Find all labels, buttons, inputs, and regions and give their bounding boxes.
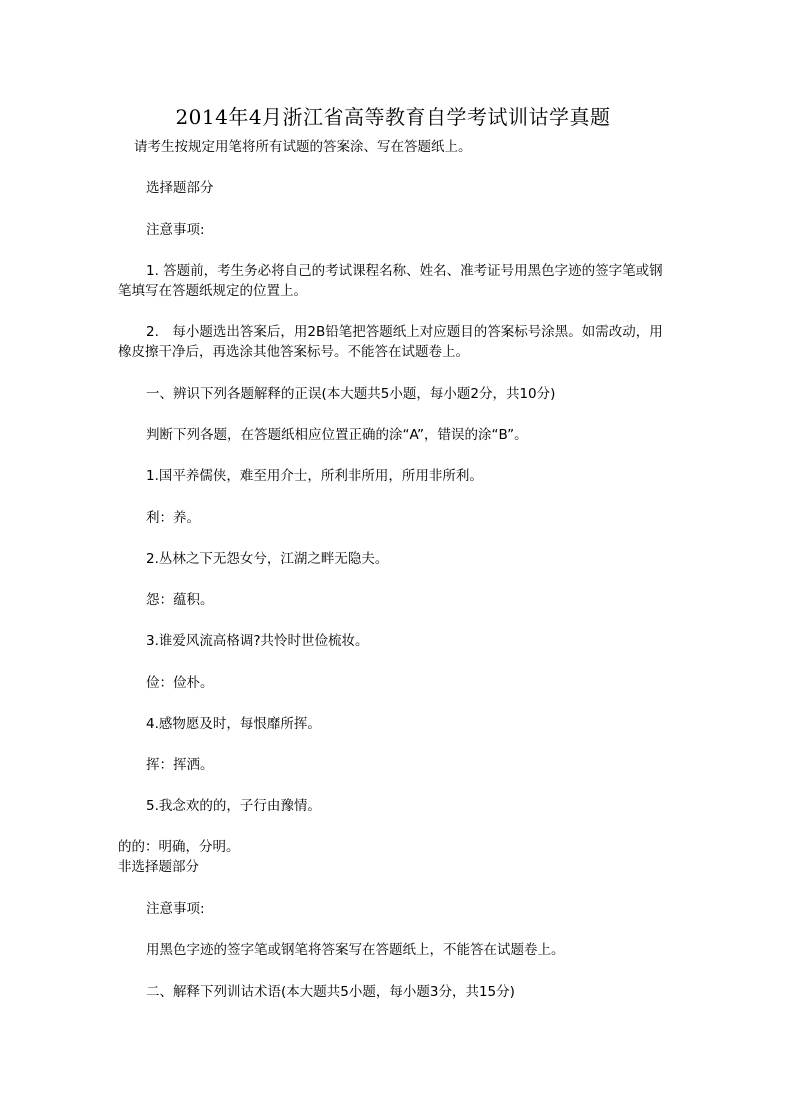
question-1: 1.国平养儒侠，难至用介士，所利非所用，所用非所利。 [146, 468, 483, 484]
question-3: 3.谁爱风流高格调?共怜时世俭梳妆。 [146, 633, 369, 649]
answer-1: 利：养。 [146, 510, 200, 526]
question-5: 5.我念欢的的，子行由豫情。 [146, 798, 321, 814]
answer-2: 怨：蕴积。 [146, 592, 214, 608]
judgement-instruction: 判断下列各题，在答题纸相应位置正确的涂“A”，错误的涂“B”。 [146, 427, 528, 443]
answer-5: 的的：明确，分明。 [118, 839, 240, 855]
notice-heading-2: 注意事项: [146, 901, 205, 917]
instruction-line: 请考生按规定用笔将所有试题的答案涂、写在答题纸上。 [134, 139, 472, 155]
answer-3: 俭：俭朴。 [146, 675, 214, 691]
section-one-heading: 一、辨识下列各题解释的正误(本大题共5小题，每小题2分，共10分) [146, 386, 556, 402]
page-title: 2014年4月浙江省高等教育自学考试训诂学真题 [175, 105, 611, 129]
nonchoice-instruction: 用黑色字迹的签字笔或钢笔将答案写在答题纸上，不能答在试题卷上。 [146, 942, 565, 958]
question-2: 2.丛林之下无怨女兮，江湖之畔无隐夫。 [146, 551, 389, 567]
notice-heading: 注意事项: [146, 222, 205, 238]
section-two-heading: 二、解释下列训诂术语(本大题共5小题，每小题3分，共15分) [146, 984, 515, 1000]
section-heading-nonchoice: 非选择题部分 [118, 859, 199, 875]
notice-item-1: 1. 答题前，考生务必将自己的考试课程名称、姓名、准考证号用黑色字迹的签字笔或钢笔填写在答题纸规定的位置上。 [118, 263, 663, 299]
question-4: 4.感物愿及时，每恨靡所挥。 [146, 716, 321, 732]
section-heading-choice: 选择题部分 [146, 180, 214, 196]
answer-4: 挥：挥洒。 [146, 757, 214, 773]
notice-item-2: 2. 每小题选出答案后，用2B铅笔把答题纸上对应题目的答案标号涂黑。如需改动，用橡皮擦干净后，再选涂其他答案标号。不能答在试题卷上。 [118, 324, 663, 360]
